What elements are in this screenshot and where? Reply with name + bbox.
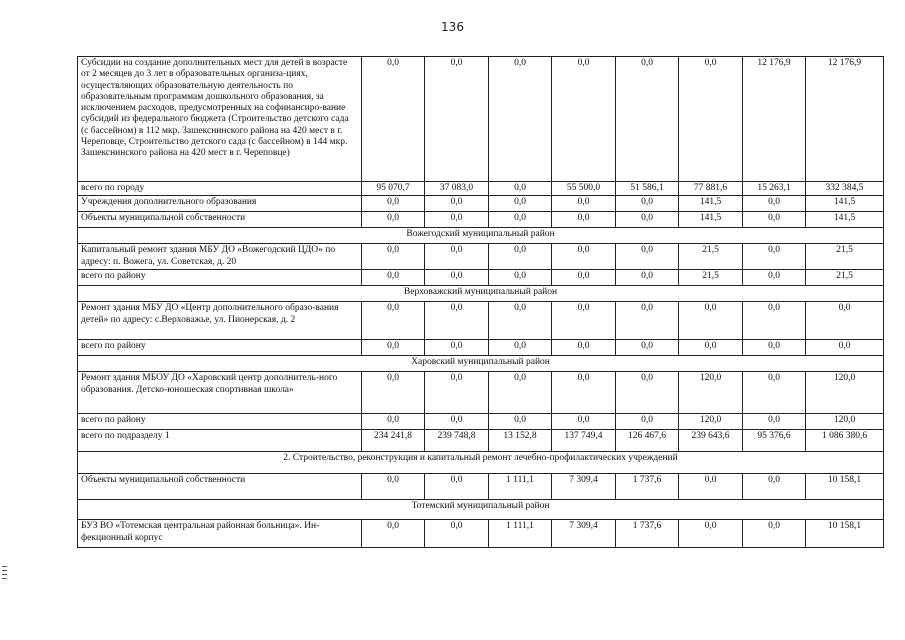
value-cell: 0,0 bbox=[679, 57, 743, 182]
budget-table bbox=[77, 56, 884, 548]
value-cell: 0,0 bbox=[806, 340, 884, 356]
row-label: всего по району bbox=[78, 340, 362, 356]
table-row bbox=[78, 57, 884, 182]
value-cell: 0,0 bbox=[616, 57, 679, 182]
value-cell: 0,0 bbox=[743, 340, 806, 356]
row-label: Объекты муниципальной собственности bbox=[78, 212, 362, 228]
value-cell: 95 070,7 bbox=[362, 182, 425, 196]
value-cell: 141,5 bbox=[679, 212, 743, 228]
value-cell: 0,0 bbox=[616, 340, 679, 356]
value-cell: 239 748,8 bbox=[425, 430, 489, 452]
value-cell: 126 467,6 bbox=[616, 430, 679, 452]
value-cell: 0,0 bbox=[743, 302, 806, 340]
value-cell: 0,0 bbox=[362, 520, 425, 548]
row-label: всего по подразделу 1 bbox=[78, 430, 362, 452]
row-label: всего по городу bbox=[78, 182, 362, 196]
value-cell: 0,0 bbox=[425, 57, 489, 182]
margin-marks bbox=[2, 566, 8, 582]
value-cell: 0,0 bbox=[489, 302, 552, 340]
value-cell: 0,0 bbox=[679, 474, 743, 500]
value-cell: 7 309,4 bbox=[552, 474, 616, 500]
value-cell: 0,0 bbox=[552, 196, 616, 212]
value-cell: 234 241,8 bbox=[362, 430, 425, 452]
table-row bbox=[78, 196, 884, 212]
value-cell: 120,0 bbox=[806, 414, 884, 430]
table-row bbox=[78, 340, 884, 356]
row-label: Ремонт здания МБОУ ДО «Харовский центр дополнитель-ного образования. Детско-юношеская спортивная школа» bbox=[78, 372, 362, 414]
section-header-row bbox=[78, 500, 884, 520]
value-cell: 0,0 bbox=[743, 244, 806, 270]
value-cell: 0,0 bbox=[489, 57, 552, 182]
row-label: Капитальный ремонт здания МБУ ДО «Вожегодский ЦДО» по адресу: п. Вожега, ул. Советская, д. 20 bbox=[78, 244, 362, 270]
value-cell: 0,0 bbox=[679, 302, 743, 340]
value-cell: 1 737,6 bbox=[616, 520, 679, 548]
value-cell: 0,0 bbox=[425, 474, 489, 500]
value-cell: 0,0 bbox=[616, 270, 679, 286]
section-title: Тотемский муниципальный район bbox=[78, 500, 884, 520]
table-row bbox=[78, 520, 884, 548]
value-cell: 0,0 bbox=[806, 302, 884, 340]
value-cell: 141,5 bbox=[679, 196, 743, 212]
value-cell: 10 158,1 bbox=[806, 520, 884, 548]
value-cell: 0,0 bbox=[362, 196, 425, 212]
value-cell: 95 376,6 bbox=[743, 430, 806, 452]
value-cell: 0,0 bbox=[552, 372, 616, 414]
section-title: Харовский муниципальный район bbox=[78, 356, 884, 372]
value-cell: 0,0 bbox=[489, 270, 552, 286]
value-cell: 12 176,9 bbox=[806, 57, 884, 182]
row-label: Ремонт здания МБУ ДО «Центр дополнительного образо-вания детей» по адресу: с.Верховажье, ул. Пионерская, д. 2 bbox=[78, 302, 362, 340]
value-cell: 0,0 bbox=[362, 57, 425, 182]
row-label: Объекты муниципальной собственности bbox=[78, 474, 362, 500]
value-cell: 0,0 bbox=[489, 244, 552, 270]
value-cell: 7 309,4 bbox=[552, 520, 616, 548]
value-cell: 21,5 bbox=[679, 244, 743, 270]
section-header-row bbox=[78, 452, 884, 474]
value-cell: 0,0 bbox=[743, 414, 806, 430]
table-row bbox=[78, 212, 884, 228]
value-cell: 77 881,6 bbox=[679, 182, 743, 196]
table-row bbox=[78, 372, 884, 414]
value-cell: 0,0 bbox=[679, 520, 743, 548]
value-cell: 0,0 bbox=[679, 340, 743, 356]
value-cell: 0,0 bbox=[552, 340, 616, 356]
row-label: БУЗ ВО «Тотемская центральная районная больница». Ин-фекционный корпус bbox=[78, 520, 362, 548]
value-cell: 0,0 bbox=[362, 302, 425, 340]
row-label: всего по району bbox=[78, 414, 362, 430]
value-cell: 239 643,6 bbox=[679, 430, 743, 452]
value-cell: 141,5 bbox=[806, 196, 884, 212]
value-cell: 12 176,9 bbox=[743, 57, 806, 182]
value-cell: 0,0 bbox=[552, 57, 616, 182]
value-cell: 1 111,1 bbox=[489, 520, 552, 548]
table-row bbox=[78, 182, 884, 196]
value-cell: 0,0 bbox=[425, 520, 489, 548]
value-cell: 0,0 bbox=[616, 212, 679, 228]
value-cell: 0,0 bbox=[616, 372, 679, 414]
value-cell: 120,0 bbox=[806, 372, 884, 414]
row-label: Учреждения дополнительного образования bbox=[78, 196, 362, 212]
value-cell: 0,0 bbox=[425, 302, 489, 340]
section-header-row bbox=[78, 228, 884, 244]
row-label: Субсидии на создание дополнительных мест для детей в возрасте от 2 месяцев до 3 лет в образовательных организа-циях, осуществляющих образовательную деятельность по образовательным программам дошкольного образования, за исключением расходов, предусмотренных на софинансиро-вание субсидий из федерального бюджета (Строительство детского сада (с бассейном) в 112 мкр. Зашекснинского района на 420 мест в г. Череповце, Строительство детского сада (с бассейном) в 144 мкр. Зашекснинского района на 420 мест в г. Череповце) bbox=[78, 57, 362, 182]
value-cell: 21,5 bbox=[806, 244, 884, 270]
value-cell: 0,0 bbox=[362, 372, 425, 414]
value-cell: 51 586,1 bbox=[616, 182, 679, 196]
value-cell: 0,0 bbox=[616, 414, 679, 430]
table-row bbox=[78, 302, 884, 340]
value-cell: 15 263,1 bbox=[743, 182, 806, 196]
table-row bbox=[78, 474, 884, 500]
value-cell: 120,0 bbox=[679, 372, 743, 414]
value-cell: 0,0 bbox=[489, 340, 552, 356]
section-title: Вожегодский муниципальный район bbox=[78, 228, 884, 244]
value-cell: 0,0 bbox=[616, 244, 679, 270]
value-cell: 0,0 bbox=[489, 414, 552, 430]
value-cell: 21,5 bbox=[679, 270, 743, 286]
row-label: всего по району bbox=[78, 270, 362, 286]
value-cell: 0,0 bbox=[425, 414, 489, 430]
value-cell: 0,0 bbox=[362, 340, 425, 356]
value-cell: 0,0 bbox=[552, 302, 616, 340]
value-cell: 0,0 bbox=[362, 212, 425, 228]
value-cell: 0,0 bbox=[425, 196, 489, 212]
value-cell: 1 737,6 bbox=[616, 474, 679, 500]
value-cell: 0,0 bbox=[743, 474, 806, 500]
value-cell: 0,0 bbox=[552, 270, 616, 286]
value-cell: 0,0 bbox=[425, 270, 489, 286]
value-cell: 0,0 bbox=[616, 196, 679, 212]
value-cell: 0,0 bbox=[425, 372, 489, 414]
value-cell: 0,0 bbox=[743, 520, 806, 548]
value-cell: 1 086 380,6 bbox=[806, 430, 884, 452]
value-cell: 1 111,1 bbox=[489, 474, 552, 500]
section-header-row bbox=[78, 356, 884, 372]
value-cell: 0,0 bbox=[425, 244, 489, 270]
value-cell: 10 158,1 bbox=[806, 474, 884, 500]
value-cell: 0,0 bbox=[743, 196, 806, 212]
value-cell: 0,0 bbox=[552, 212, 616, 228]
table-body bbox=[78, 57, 884, 548]
value-cell: 0,0 bbox=[362, 414, 425, 430]
value-cell: 37 083,0 bbox=[425, 182, 489, 196]
value-cell: 0,0 bbox=[425, 340, 489, 356]
value-cell: 137 749,4 bbox=[552, 430, 616, 452]
table-row bbox=[78, 430, 884, 452]
value-cell: 141,5 bbox=[806, 212, 884, 228]
value-cell: 0,0 bbox=[362, 270, 425, 286]
table-row bbox=[78, 270, 884, 286]
value-cell: 0,0 bbox=[362, 244, 425, 270]
value-cell: 332 384,5 bbox=[806, 182, 884, 196]
section-title: 2. Строительство, реконструкция и капитальный ремонт лечебно-профилактических учреждений bbox=[78, 452, 884, 474]
value-cell: 0,0 bbox=[743, 270, 806, 286]
value-cell: 0,0 bbox=[362, 474, 425, 500]
section-header-row bbox=[78, 286, 884, 302]
value-cell: 21,5 bbox=[806, 270, 884, 286]
value-cell: 13 152,8 bbox=[489, 430, 552, 452]
value-cell: 0,0 bbox=[489, 212, 552, 228]
value-cell: 0,0 bbox=[552, 414, 616, 430]
value-cell: 55 500,0 bbox=[552, 182, 616, 196]
value-cell: 0,0 bbox=[616, 302, 679, 340]
value-cell: 0,0 bbox=[489, 196, 552, 212]
value-cell: 0,0 bbox=[743, 212, 806, 228]
value-cell: 0,0 bbox=[489, 372, 552, 414]
value-cell: 0,0 bbox=[489, 182, 552, 196]
value-cell: 120,0 bbox=[679, 414, 743, 430]
value-cell: 0,0 bbox=[552, 244, 616, 270]
page-number: 136 bbox=[441, 20, 464, 34]
table-row bbox=[78, 414, 884, 430]
value-cell: 0,0 bbox=[743, 372, 806, 414]
section-title: Верховажский муниципальный район bbox=[78, 286, 884, 302]
table-row bbox=[78, 244, 884, 270]
value-cell: 0,0 bbox=[425, 212, 489, 228]
